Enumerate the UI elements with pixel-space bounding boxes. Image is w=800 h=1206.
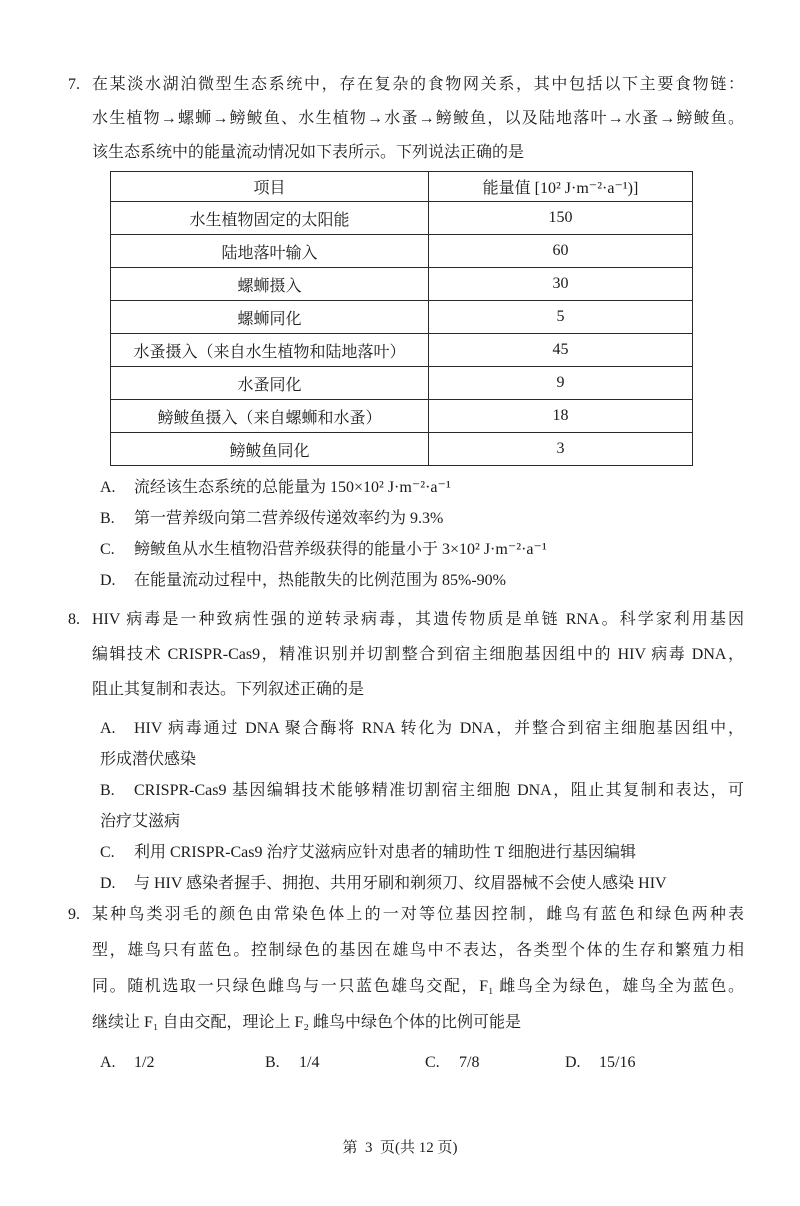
cell-item: 螺蛳摄入 <box>111 268 429 301</box>
table-header-row <box>111 172 693 202</box>
option-b-label: B. <box>100 782 115 799</box>
question-7-stem-line: 该生态系统中的能量流动情况如下表所示。下列说法正确的是 <box>92 144 525 161</box>
question-7-stem-line: 水生植物→螺蛳→鳑鲏鱼、水生植物→水蚤→鳑鲏鱼，以及陆地落叶→水蚤→鳑鲏鱼。 <box>92 110 744 127</box>
option-a-label: A. <box>100 479 116 496</box>
option-c-label: C. <box>100 541 115 558</box>
question-7-number: 7. <box>68 76 80 93</box>
question-9-number: 9. <box>68 906 80 923</box>
question-8-options <box>92 713 744 899</box>
cell-item: 水生植物固定的太阳能 <box>111 202 429 235</box>
option-a-text: HIV 病毒通过 DNA 聚合酶将 RNA 转化为 DNA，并整合到宿主细胞基因组中， <box>134 720 744 737</box>
question-7 <box>0 68 800 596</box>
option-d-text: 在能量流动过程中，热能散失的比例范围为 85%-90% <box>134 572 506 589</box>
table-row <box>111 433 693 466</box>
question-7-stem-line: 在某淡水湖泊微型生态系统中，存在复杂的食物网关系，其中包括以下主要食物链： <box>92 76 744 93</box>
option-b <box>265 1046 425 1080</box>
question-9-stem-line: 继续让 F₁ 自由交配，理论上 F₂ 雌鸟中绿色个体的比例可能是 <box>92 1014 521 1031</box>
option-a-label: A. <box>100 1054 116 1071</box>
question-9-stem-line: 型，雄鸟只有蓝色。控制绿色的基因在雄鸟中不表达，各类型个体的生存和繁殖力相 <box>92 942 744 959</box>
option-b-label: B. <box>100 510 115 527</box>
question-9-stem-line: 某种鸟类羽毛的颜色由常染色体上的一对等位基因控制，雌鸟有蓝色和绿色两种表 <box>92 906 744 923</box>
option-c <box>100 534 744 565</box>
cell-item: 水蚤同化 <box>111 367 429 400</box>
option-a <box>100 713 744 744</box>
cell-value: 18 <box>429 400 693 433</box>
cell-value: 60 <box>429 235 693 268</box>
cell-value: 150 <box>429 202 693 235</box>
table-row <box>111 235 693 268</box>
option-c-text: 7/8 <box>459 1054 480 1071</box>
option-d <box>565 1046 744 1080</box>
option-d-label: D. <box>100 572 116 589</box>
cell-item: 鳑鲏鱼同化 <box>111 433 429 466</box>
table-row <box>111 367 693 400</box>
option-c <box>100 837 744 868</box>
question-8-stem-line: HIV 病毒是一种致病性强的逆转录病毒，其遗传物质是单链 RNA。科学家利用基因 <box>92 611 744 628</box>
question-9-stem-line: 同。随机选取一只绿色雌鸟与一只蓝色雄鸟交配，F₁ 雌鸟全为绿色，雄鸟全为蓝色。 <box>92 978 744 995</box>
table-header-value: 能量值 [10² J·m⁻²·a⁻¹)] <box>429 172 693 202</box>
question-7-options <box>92 472 744 596</box>
cell-value: 45 <box>429 334 693 367</box>
question-8 <box>0 602 800 899</box>
cell-value: 5 <box>429 301 693 334</box>
option-b-text: 1/4 <box>299 1054 320 1071</box>
option-b-label: B. <box>265 1054 280 1071</box>
energy-flow-table <box>110 171 693 466</box>
question-8-stem-line: 编辑技术 CRISPR-Cas9，精准识别并切割整合到宿主细胞基因组中的 HIV 病毒 DNA， <box>92 646 744 663</box>
option-b-continuation: 治疗艾滋病 <box>100 813 181 830</box>
option-c <box>425 1046 565 1080</box>
cell-value: 3 <box>429 433 693 466</box>
question-8-stem-line: 阻止其复制和表达。下列叙述正确的是 <box>92 681 365 698</box>
table-row <box>111 202 693 235</box>
option-c-label: C. <box>100 844 115 861</box>
cell-item: 鳑鲏鱼摄入（来自螺蛳和水蚤） <box>111 400 429 433</box>
cell-item: 螺蛳同化 <box>111 301 429 334</box>
option-a <box>100 472 744 503</box>
cell-item: 陆地落叶输入 <box>111 235 429 268</box>
option-d <box>100 565 744 596</box>
table-row <box>111 334 693 367</box>
table-row <box>111 301 693 334</box>
option-a-text: 1/2 <box>134 1054 155 1071</box>
option-c-text: 利用 CRISPR-Cas9 治疗艾滋病应针对患者的辅助性 T 细胞进行基因编辑 <box>134 844 636 861</box>
option-d-text: 15/16 <box>599 1054 636 1071</box>
option-a <box>100 1046 265 1080</box>
option-a-text: 流经该生态系统的总能量为 150×10² J·m⁻²·a⁻¹ <box>134 479 451 496</box>
question-9-options <box>92 1046 744 1080</box>
table-row <box>111 400 693 433</box>
option-d-text: 与 HIV 感染者握手、拥抱、共用牙刷和剃须刀、纹眉器械不会使人感染 HIV <box>134 875 667 892</box>
option-b-text: 第一营养级向第二营养级传递效率约为 9.3% <box>134 510 444 527</box>
option-a-continuation: 形成潜伏感染 <box>100 751 197 768</box>
option-b <box>100 775 744 806</box>
cell-value: 9 <box>429 367 693 400</box>
option-d-label: D. <box>100 875 116 892</box>
page-footer: 第 3 页(共 12 页) <box>342 1140 458 1156</box>
option-b-text: CRISPR-Cas9 基因编辑技术能够精准切割宿主细胞 DNA，阻止其复制和表达，可 <box>134 782 744 799</box>
cell-item: 水蚤摄入（来自水生植物和陆地落叶） <box>111 334 429 367</box>
option-d-label: D. <box>565 1054 581 1071</box>
table-header-item: 项目 <box>111 172 429 202</box>
option-d <box>100 868 744 899</box>
option-a-label: A. <box>100 720 116 737</box>
option-c-label: C. <box>425 1054 440 1071</box>
cell-value: 30 <box>429 268 693 301</box>
question-8-number: 8. <box>68 611 80 628</box>
option-c-text: 鳑鲏鱼从水生植物沿营养级获得的能量小于 3×10² J·m⁻²·a⁻¹ <box>134 541 547 558</box>
question-9 <box>0 897 800 1080</box>
option-b <box>100 503 744 534</box>
table-row <box>111 268 693 301</box>
